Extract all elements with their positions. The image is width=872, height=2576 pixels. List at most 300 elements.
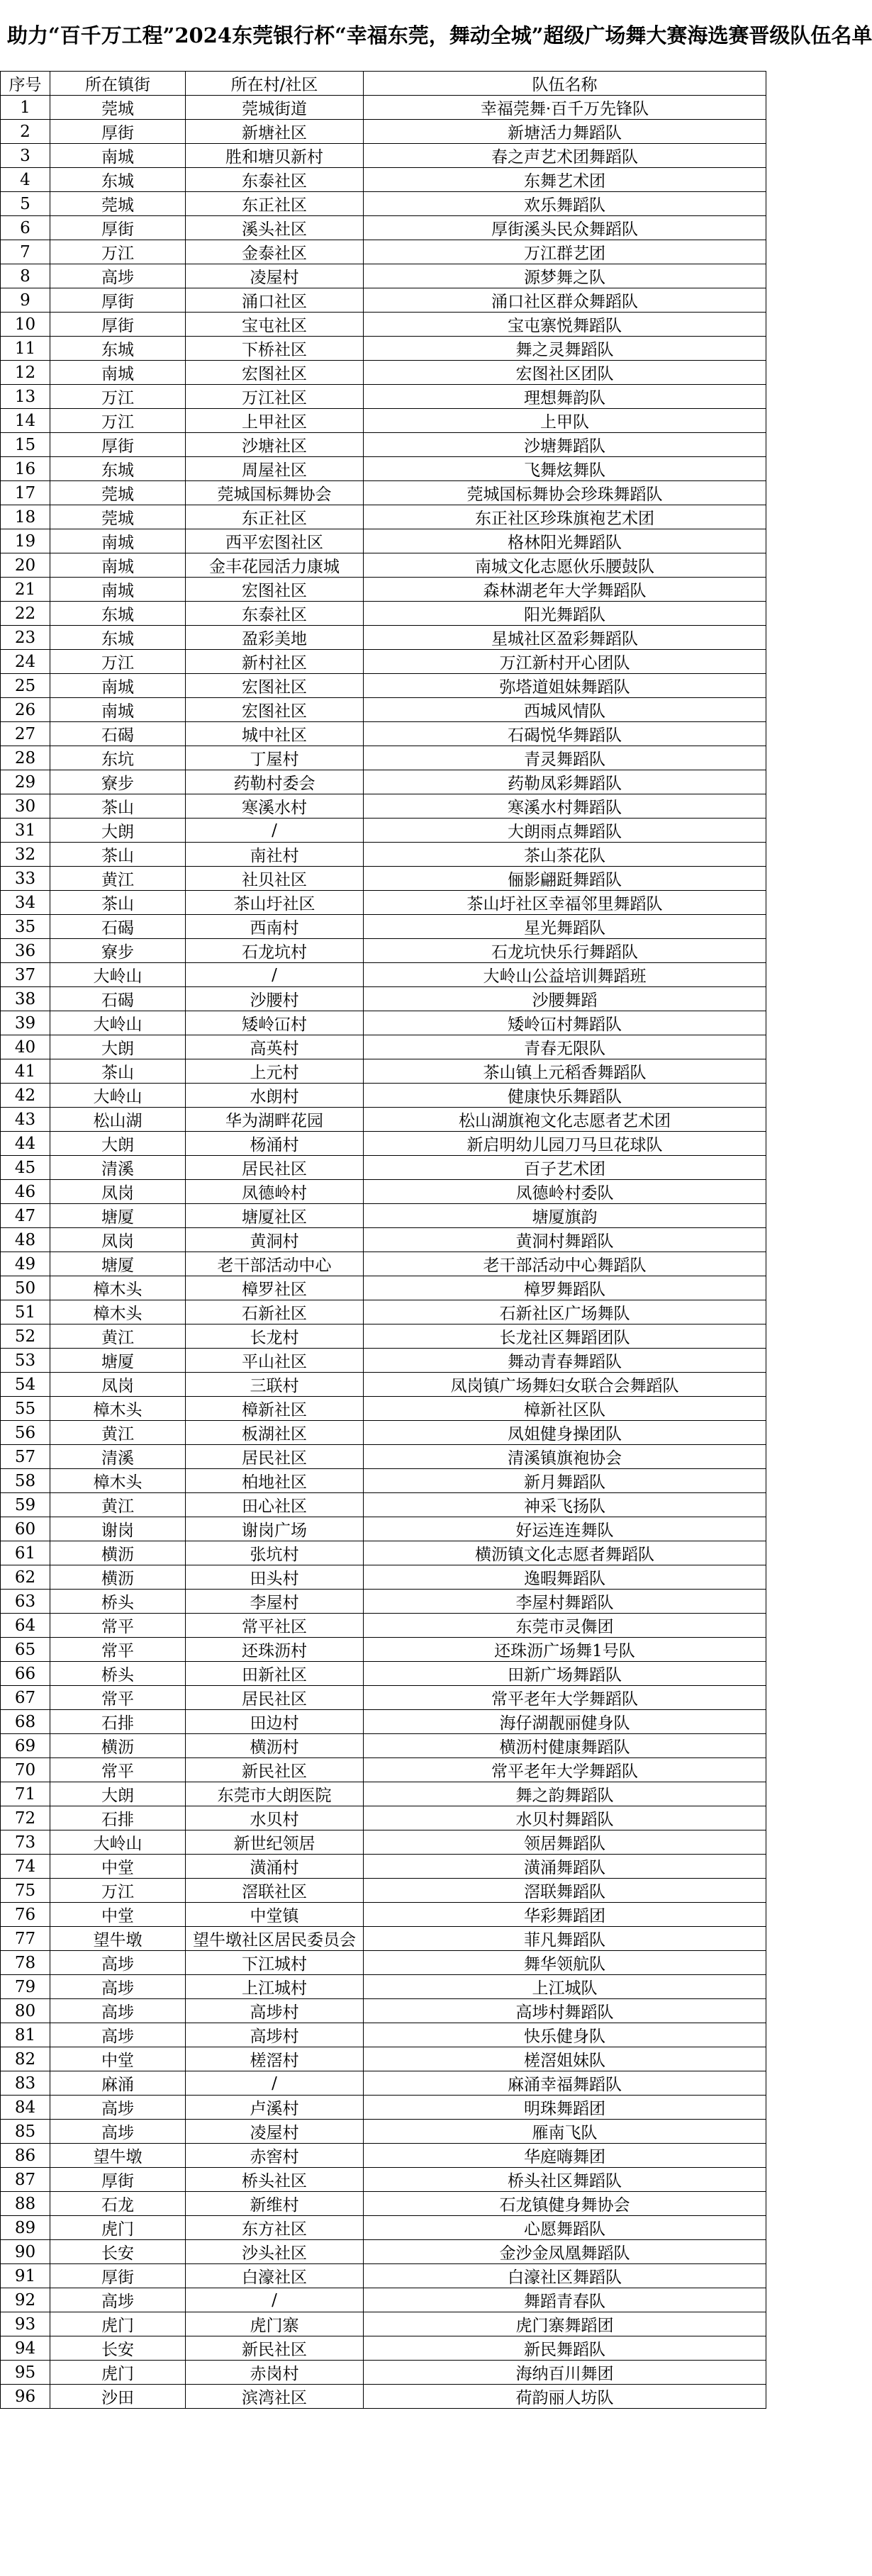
cell-village: 胜和塘贝新村 (186, 144, 364, 168)
cell-index: 44 (1, 1132, 50, 1156)
table-row (1, 2216, 766, 2240)
column-header-town: 所在镇街 (50, 72, 186, 96)
cell-town: 大朗 (50, 1132, 186, 1156)
cell-town: 厚街 (50, 120, 186, 144)
table-row (1, 457, 766, 481)
cell-index: 9 (1, 288, 50, 313)
cell-team: 万江群艺团 (364, 240, 766, 264)
cell-village: 老干部活动中心 (186, 1252, 364, 1276)
cell-team: 金沙金凤凰舞蹈队 (364, 2240, 766, 2264)
cell-team: 上江城队 (364, 1975, 766, 1999)
cell-index: 32 (1, 843, 50, 867)
cell-team: 李屋村舞蹈队 (364, 1590, 766, 1614)
cell-index: 18 (1, 505, 50, 529)
cell-town: 万江 (50, 650, 186, 674)
table-row (1, 1927, 766, 1951)
cell-village: 宏图社区 (186, 361, 364, 385)
cell-village: 华为湖畔花园 (186, 1108, 364, 1132)
cell-village: 沙头社区 (186, 2240, 364, 2264)
roster-table (0, 71, 766, 2409)
table-row (1, 1758, 766, 1782)
cell-town: 常平 (50, 1638, 186, 1662)
cell-town: 虎门 (50, 2312, 186, 2336)
table-row (1, 1469, 766, 1493)
cell-index: 96 (1, 2385, 50, 2409)
cell-town: 厚街 (50, 288, 186, 313)
cell-town: 南城 (50, 529, 186, 553)
cell-village: 板湖社区 (186, 1421, 364, 1445)
cell-team: 老干部活动中心舞蹈队 (364, 1252, 766, 1276)
cell-team: 新月舞蹈队 (364, 1469, 766, 1493)
cell-village: 新世纪领居 (186, 1830, 364, 1855)
cell-index: 82 (1, 2047, 50, 2071)
cell-town: 大朗 (50, 1782, 186, 1806)
cell-index: 56 (1, 1421, 50, 1445)
cell-team: 快乐健身队 (364, 2023, 766, 2047)
cell-team: 青灵舞蹈队 (364, 746, 766, 770)
cell-village: 白濠社区 (186, 2264, 364, 2288)
cell-team: 田新广场舞蹈队 (364, 1662, 766, 1686)
cell-index: 94 (1, 2336, 50, 2361)
cell-town: 万江 (50, 385, 186, 409)
cell-town: 高埗 (50, 2288, 186, 2312)
cell-index: 64 (1, 1614, 50, 1638)
table-row (1, 1252, 766, 1276)
table-row (1, 2096, 766, 2120)
table-row (1, 674, 766, 698)
cell-index: 45 (1, 1156, 50, 1180)
cell-index: 39 (1, 1011, 50, 1035)
cell-town: 谢岗 (50, 1517, 186, 1541)
cell-index: 48 (1, 1228, 50, 1252)
table-row (1, 1011, 766, 1035)
cell-village: 杨涌村 (186, 1132, 364, 1156)
cell-village: 桥头社区 (186, 2168, 364, 2192)
table-row (1, 1590, 766, 1614)
cell-team: 槎滘姐妹队 (364, 2047, 766, 2071)
cell-team: 阳光舞蹈队 (364, 602, 766, 626)
table-row (1, 1879, 766, 1903)
cell-team: 沙塘舞蹈队 (364, 433, 766, 457)
cell-index: 38 (1, 987, 50, 1011)
cell-index: 59 (1, 1493, 50, 1517)
cell-town: 大朗 (50, 1035, 186, 1059)
table-row (1, 1276, 766, 1300)
cell-town: 莞城 (50, 192, 186, 216)
cell-village: 沙腰村 (186, 987, 364, 1011)
table-row (1, 1686, 766, 1710)
table-row (1, 1204, 766, 1228)
table-row (1, 650, 766, 674)
table-row (1, 891, 766, 915)
cell-town: 清溪 (50, 1156, 186, 1180)
cell-index: 68 (1, 1710, 50, 1734)
cell-index: 95 (1, 2361, 50, 2385)
cell-index: 17 (1, 481, 50, 505)
cell-town: 高埗 (50, 264, 186, 288)
cell-village: 平山社区 (186, 1349, 364, 1373)
cell-village: / (186, 819, 364, 843)
table-body (1, 96, 766, 2409)
cell-team: 莞城国标舞协会珍珠舞蹈队 (364, 481, 766, 505)
cell-town: 樟木头 (50, 1397, 186, 1421)
cell-index: 46 (1, 1180, 50, 1204)
cell-team: 雁南飞队 (364, 2120, 766, 2144)
cell-index: 87 (1, 2168, 50, 2192)
cell-index: 23 (1, 626, 50, 650)
cell-index: 72 (1, 1806, 50, 1830)
table-row (1, 2312, 766, 2336)
cell-index: 33 (1, 867, 50, 891)
cell-town: 桥头 (50, 1662, 186, 1686)
table-row (1, 1445, 766, 1469)
cell-village: 潢涌村 (186, 1855, 364, 1879)
cell-index: 77 (1, 1927, 50, 1951)
cell-town: 东城 (50, 626, 186, 650)
cell-village: 上元村 (186, 1059, 364, 1084)
cell-team: 菲凡舞蹈队 (364, 1927, 766, 1951)
cell-village: 凤德岭村 (186, 1180, 364, 1204)
cell-index: 15 (1, 433, 50, 457)
cell-village: 矮岭冚村 (186, 1011, 364, 1035)
table-row (1, 385, 766, 409)
cell-village: 上江城村 (186, 1975, 364, 1999)
table-row (1, 240, 766, 264)
cell-town: 万江 (50, 1879, 186, 1903)
table-row (1, 1132, 766, 1156)
cell-index: 7 (1, 240, 50, 264)
document-title: 助力“百千万工程”2024东莞银行杯“幸福东莞，舞动全城”超级广场舞大赛海选赛晋级队伍名单 (7, 23, 872, 47)
table-row (1, 264, 766, 288)
table-row (1, 529, 766, 553)
cell-index: 14 (1, 409, 50, 433)
cell-index: 35 (1, 915, 50, 939)
cell-town: 麻涌 (50, 2071, 186, 2096)
cell-index: 54 (1, 1373, 50, 1397)
cell-team: 常平老年大学舞蹈队 (364, 1686, 766, 1710)
cell-team: 新启明幼儿园刀马旦花球队 (364, 1132, 766, 1156)
cell-index: 73 (1, 1830, 50, 1855)
cell-index: 31 (1, 819, 50, 843)
cell-town: 中堂 (50, 1855, 186, 1879)
cell-village: / (186, 963, 364, 987)
cell-index: 85 (1, 2120, 50, 2144)
cell-town: 中堂 (50, 2047, 186, 2071)
cell-town: 黄江 (50, 867, 186, 891)
table-row (1, 819, 766, 843)
cell-team: 舞动青春舞蹈队 (364, 1349, 766, 1373)
cell-town: 南城 (50, 553, 186, 578)
cell-team: 樟新社区队 (364, 1397, 766, 1421)
cell-town: 东城 (50, 168, 186, 192)
cell-town: 厚街 (50, 2264, 186, 2288)
cell-village: 赤窖村 (186, 2144, 364, 2168)
cell-village: 李屋村 (186, 1590, 364, 1614)
cell-town: 莞城 (50, 505, 186, 529)
cell-team: 东舞艺术团 (364, 168, 766, 192)
cell-team: 健康快乐舞蹈队 (364, 1084, 766, 1108)
cell-team: 荷韵丽人坊队 (364, 2385, 766, 2409)
cell-town: 高埗 (50, 1999, 186, 2023)
table-row (1, 578, 766, 602)
cell-index: 20 (1, 553, 50, 578)
cell-village: 上甲社区 (186, 409, 364, 433)
cell-index: 37 (1, 963, 50, 987)
table-row (1, 313, 766, 337)
table-row (1, 1662, 766, 1686)
cell-village: 南社村 (186, 843, 364, 867)
cell-village: 社贝社区 (186, 867, 364, 891)
table-row (1, 1975, 766, 1999)
cell-village: 黄洞村 (186, 1228, 364, 1252)
cell-index: 71 (1, 1782, 50, 1806)
cell-team: 麻涌幸福舞蹈队 (364, 2071, 766, 2096)
table-row (1, 1855, 766, 1879)
table-row (1, 2071, 766, 2096)
cell-team: 理想舞韵队 (364, 385, 766, 409)
cell-town: 凤岗 (50, 1373, 186, 1397)
cell-village: 东正社区 (186, 192, 364, 216)
cell-index: 86 (1, 2144, 50, 2168)
table-row (1, 939, 766, 963)
cell-index: 10 (1, 313, 50, 337)
cell-village: / (186, 2288, 364, 2312)
cell-town: 茶山 (50, 794, 186, 819)
cell-team: 宏图社区团队 (364, 361, 766, 385)
cell-index: 19 (1, 529, 50, 553)
table-row (1, 1806, 766, 1830)
cell-index: 55 (1, 1397, 50, 1421)
table-row (1, 1782, 766, 1806)
table-row (1, 626, 766, 650)
cell-team: 东莞市灵儛团 (364, 1614, 766, 1638)
cell-village: 凌屋村 (186, 2120, 364, 2144)
cell-index: 28 (1, 746, 50, 770)
cell-index: 50 (1, 1276, 50, 1300)
cell-village: 新村社区 (186, 650, 364, 674)
cell-village: 新民社区 (186, 1758, 364, 1782)
cell-town: 南城 (50, 698, 186, 722)
cell-village: 还珠沥村 (186, 1638, 364, 1662)
cell-town: 大朗 (50, 819, 186, 843)
cell-team: 涌口社区群众舞蹈队 (364, 288, 766, 313)
table-row (1, 168, 766, 192)
cell-team: 樟罗舞蹈队 (364, 1276, 766, 1300)
cell-index: 8 (1, 264, 50, 288)
cell-team: 逸暇舞蹈队 (364, 1565, 766, 1590)
cell-town: 虎门 (50, 2216, 186, 2240)
cell-town: 望牛墩 (50, 1927, 186, 1951)
cell-team: 飞舞炫舞队 (364, 457, 766, 481)
table-row (1, 481, 766, 505)
cell-index: 21 (1, 578, 50, 602)
cell-town: 厚街 (50, 216, 186, 240)
cell-team: 新塘活力舞蹈队 (364, 120, 766, 144)
cell-team: 茶山圩社区幸福邻里舞蹈队 (364, 891, 766, 915)
table-row (1, 433, 766, 457)
cell-town: 莞城 (50, 96, 186, 120)
cell-village: 茶山圩社区 (186, 891, 364, 915)
cell-village: 谢岗广场 (186, 1517, 364, 1541)
cell-team: 松山湖旗袍文化志愿者艺术团 (364, 1108, 766, 1132)
cell-town: 大岭山 (50, 963, 186, 987)
cell-village: 高埗村 (186, 2023, 364, 2047)
table-row (1, 1059, 766, 1084)
cell-village: 居民社区 (186, 1156, 364, 1180)
cell-village: 莞城街道 (186, 96, 364, 120)
table-row (1, 2047, 766, 2071)
cell-team: 舞之灵舞蹈队 (364, 337, 766, 361)
table-row (1, 2168, 766, 2192)
cell-village: 望牛墩社区居民委员会 (186, 1927, 364, 1951)
cell-team: 白濠社区舞蹈队 (364, 2264, 766, 2288)
cell-town: 黄江 (50, 1324, 186, 1349)
table-row (1, 2264, 766, 2288)
cell-team: 好运连连舞队 (364, 1517, 766, 1541)
cell-team: 欢乐舞蹈队 (364, 192, 766, 216)
cell-town: 万江 (50, 409, 186, 433)
table-row (1, 1710, 766, 1734)
cell-team: 桥头社区舞蹈队 (364, 2168, 766, 2192)
cell-index: 49 (1, 1252, 50, 1276)
cell-index: 90 (1, 2240, 50, 2264)
cell-team: 横沥村健康舞蹈队 (364, 1734, 766, 1758)
table-row (1, 1084, 766, 1108)
cell-town: 厚街 (50, 2168, 186, 2192)
table-row (1, 2288, 766, 2312)
cell-index: 52 (1, 1324, 50, 1349)
cell-team: 弥塔道姐妹舞蹈队 (364, 674, 766, 698)
cell-town: 望牛墩 (50, 2144, 186, 2168)
cell-village: 水朗村 (186, 1084, 364, 1108)
cell-index: 62 (1, 1565, 50, 1590)
cell-index: 53 (1, 1349, 50, 1373)
cell-village: 田边村 (186, 1710, 364, 1734)
cell-team: 舞华领航队 (364, 1951, 766, 1975)
cell-index: 41 (1, 1059, 50, 1084)
cell-town: 黄江 (50, 1493, 186, 1517)
cell-team: 潢涌舞蹈队 (364, 1855, 766, 1879)
cell-village: 东正社区 (186, 505, 364, 529)
cell-town: 常平 (50, 1758, 186, 1782)
cell-village: 槎滘村 (186, 2047, 364, 2071)
table-row (1, 843, 766, 867)
table-row (1, 1324, 766, 1349)
cell-village: 高埗村 (186, 1999, 364, 2023)
cell-town: 高埗 (50, 2023, 186, 2047)
table-row (1, 2361, 766, 2385)
cell-team: 俪影翩跹舞蹈队 (364, 867, 766, 891)
cell-village: 丁屋村 (186, 746, 364, 770)
table-row (1, 770, 766, 794)
cell-town: 横沥 (50, 1565, 186, 1590)
cell-town: 茶山 (50, 1059, 186, 1084)
cell-index: 80 (1, 1999, 50, 2023)
cell-town: 长安 (50, 2336, 186, 2361)
cell-team: 南城文化志愿伙乐腰鼓队 (364, 553, 766, 578)
table-row (1, 1397, 766, 1421)
cell-team: 凤岗镇广场舞妇女联合会舞蹈队 (364, 1373, 766, 1397)
table-row (1, 1108, 766, 1132)
cell-team: 明珠舞蹈团 (364, 2096, 766, 2120)
table-row (1, 1951, 766, 1975)
table-row (1, 1035, 766, 1059)
cell-town: 莞城 (50, 481, 186, 505)
table-row (1, 1300, 766, 1324)
cell-team: 海仔湖靓丽健身队 (364, 1710, 766, 1734)
cell-team: 大朗雨点舞蹈队 (364, 819, 766, 843)
cell-town: 常平 (50, 1686, 186, 1710)
table-row (1, 1421, 766, 1445)
cell-village: 药勒村委会 (186, 770, 364, 794)
table-row (1, 2120, 766, 2144)
cell-index: 51 (1, 1300, 50, 1324)
cell-town: 凤岗 (50, 1228, 186, 1252)
cell-village: 张坑村 (186, 1541, 364, 1565)
table-row (1, 2240, 766, 2264)
cell-team: 领居舞蹈队 (364, 1830, 766, 1855)
cell-village: 石龙坑村 (186, 939, 364, 963)
table-row (1, 144, 766, 168)
cell-team: 格林阳光舞蹈队 (364, 529, 766, 553)
cell-team: 还珠沥广场舞1号队 (364, 1638, 766, 1662)
cell-index: 57 (1, 1445, 50, 1469)
cell-village: 三联村 (186, 1373, 364, 1397)
table-row (1, 867, 766, 891)
cell-town: 高埗 (50, 2120, 186, 2144)
table-row (1, 337, 766, 361)
cell-index: 6 (1, 216, 50, 240)
table-row (1, 1349, 766, 1373)
table-row (1, 987, 766, 1011)
cell-village: 田心社区 (186, 1493, 364, 1517)
cell-village: 东莞市大朗医院 (186, 1782, 364, 1806)
cell-index: 30 (1, 794, 50, 819)
cell-team: 凤姐健身操团队 (364, 1421, 766, 1445)
cell-index: 16 (1, 457, 50, 481)
column-header-team: 队伍名称 (364, 72, 766, 96)
cell-index: 75 (1, 1879, 50, 1903)
cell-team: 厚街溪头民众舞蹈队 (364, 216, 766, 240)
table-header-row (1, 72, 766, 96)
cell-index: 79 (1, 1975, 50, 1999)
cell-team: 常平老年大学舞蹈队 (364, 1758, 766, 1782)
cell-index: 58 (1, 1469, 50, 1493)
cell-village: 滨湾社区 (186, 2385, 364, 2409)
cell-village: 常平社区 (186, 1614, 364, 1638)
cell-village: 溪头社区 (186, 216, 364, 240)
cell-index: 47 (1, 1204, 50, 1228)
cell-team: 心愿舞蹈队 (364, 2216, 766, 2240)
cell-village: 卢溪村 (186, 2096, 364, 2120)
cell-village: 西平宏图社区 (186, 529, 364, 553)
cell-village: 新维村 (186, 2192, 364, 2216)
cell-team: 万江新村开心团队 (364, 650, 766, 674)
cell-index: 24 (1, 650, 50, 674)
cell-town: 大岭山 (50, 1011, 186, 1035)
cell-index: 78 (1, 1951, 50, 1975)
cell-town: 长安 (50, 2240, 186, 2264)
table-row (1, 2144, 766, 2168)
table-row (1, 2385, 766, 2409)
cell-village: 寒溪水村 (186, 794, 364, 819)
cell-town: 东城 (50, 337, 186, 361)
cell-team: 塘厦旗韵 (364, 1204, 766, 1228)
cell-town: 虎门 (50, 2361, 186, 2385)
cell-index: 91 (1, 2264, 50, 2288)
table-row (1, 96, 766, 120)
cell-team: 青春无限队 (364, 1035, 766, 1059)
